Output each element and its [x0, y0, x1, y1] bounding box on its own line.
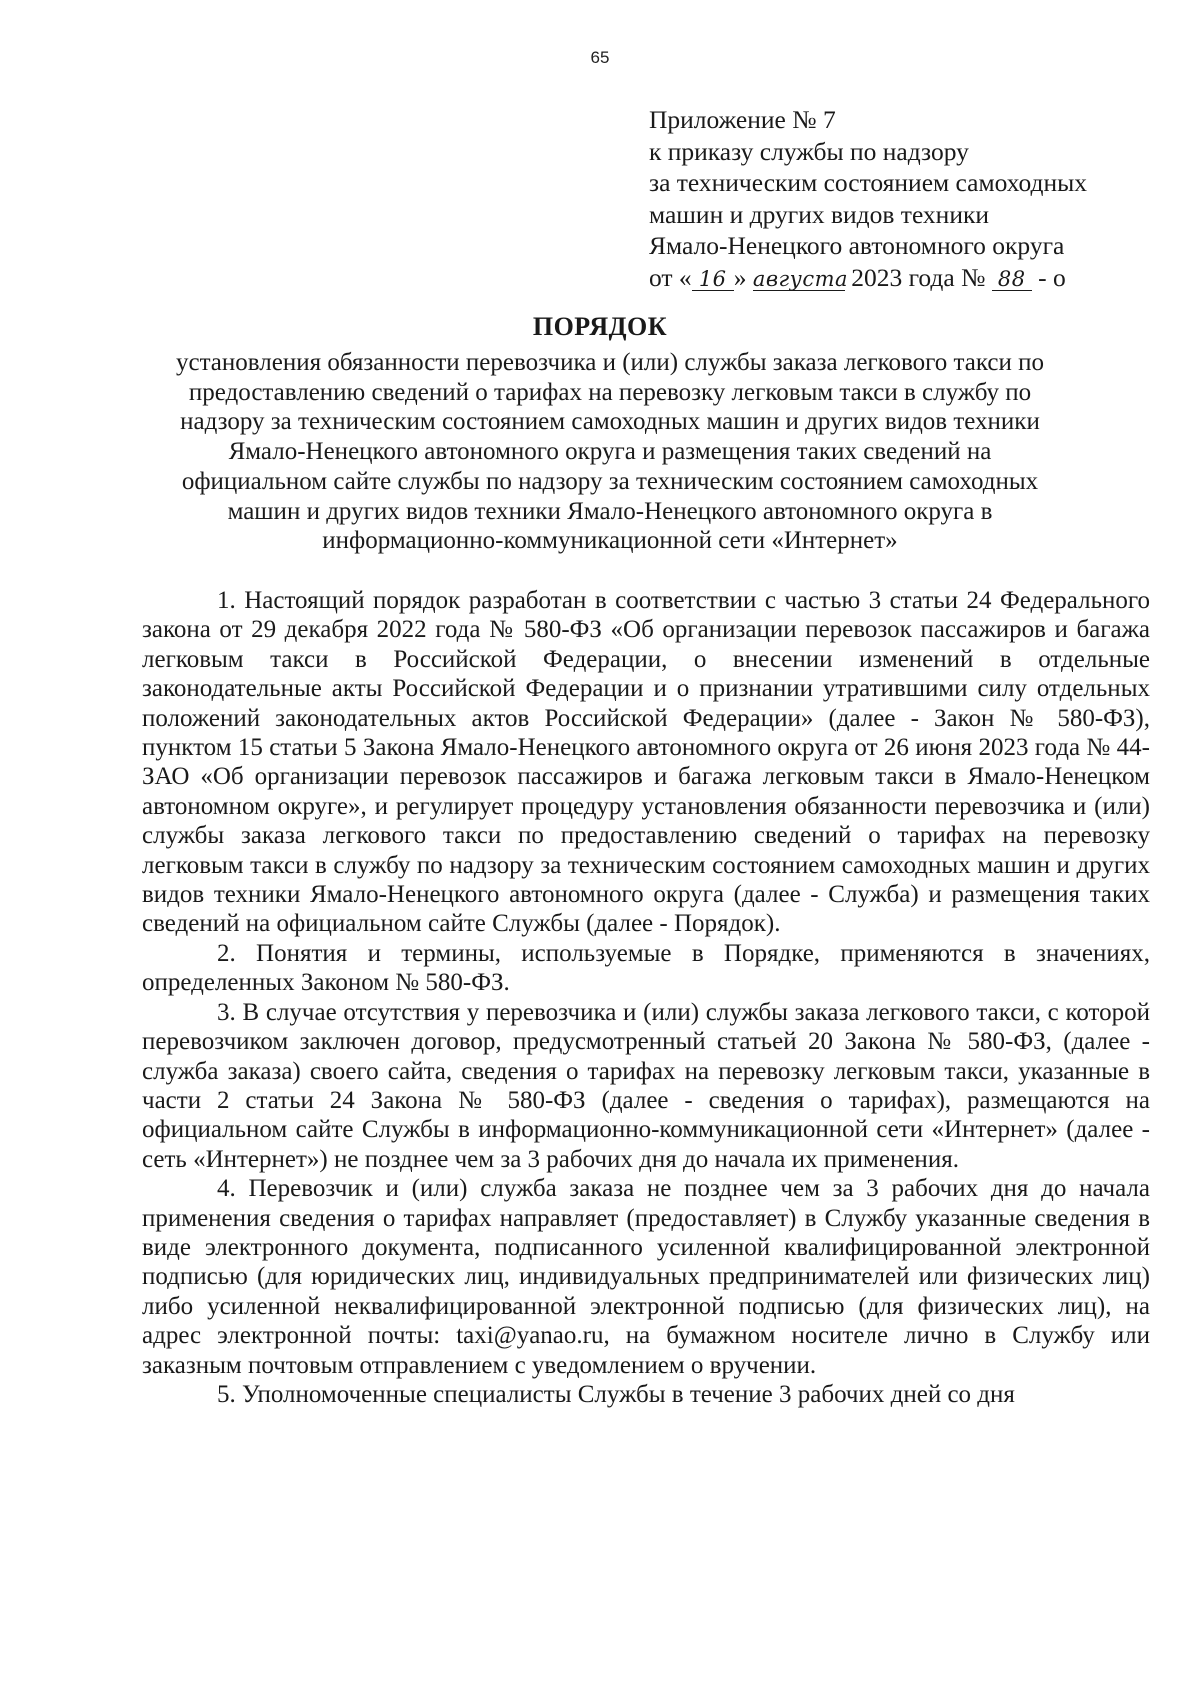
page-number: 65: [590, 48, 610, 67]
appendix-block: [649, 104, 1169, 293]
appendix-line: за техническим состоянием самоходных: [649, 168, 1088, 197]
order-suffix: - о: [1031, 262, 1066, 292]
paragraph-3: 3. В случае отсутствия у перевозчика и (или) службы заказа легкового такси, с которой перевозчиком заключен договор, предусмотренный статьей 20 Закона № 580-ФЗ, (далее - служба заказа) своего сайта, сведения о тарифах на перевозку легковым такси, указанные в части 2 статьи 24 Закона № 580-ФЗ (далее - сведения о тарифах), размещаются на официальном сайте Службы в информационно-коммуникационной сети «Интернет» (далее - сеть «Интернет») не позднее чем за 3 рабочих дня до начала их применения.: [142, 998, 1150, 1173]
appendix-date-line: [649, 262, 1169, 294]
subtitle-line: машин и других видов техники Ямало-Ненецкого автономного округа в: [227, 497, 993, 525]
handwritten-day: 16: [692, 268, 734, 291]
paragraph-5: 5. Уполномоченные специалисты Службы в течение 3 рабочих дней со дня: [217, 1380, 1015, 1408]
date-year: 2023 года №: [844, 262, 992, 292]
subtitle-line: установления обязанности перевозчика и (или) службы заказа легкового такси по: [175, 349, 1045, 376]
paragraph-1: 1. Настоящий порядок разработан в соответствии с частью 3 статьи 24 Федерального закона от 29 декабря 2022 года № 580-ФЗ «Об организации перевозок пассажиров и багажа легковым такси в Российской Федерации, о внесении изменений в отдельные законодательные акты Российской Федерации и о признании утратившими силу отдельных положений законодательных актов Российской Федерации» (далее - Закон № 580-ФЗ), пунктом 15 статьи 5 Закона Ямало-Ненецкого автономного округа от 26 июня 2023 года № 44-ЗАО «Об организации перевозок пассажиров и багажа легковым такси в Ямало-Ненецком автономном округе», и регулирует процедуру установления обязанности перевозчика и (или) службы заказа легкового такси по предоставлению сведений о тарифах на перевозку легковым такси в службу по надзору за техническим состоянием самоходных машин и других видов техники Ямало-Ненецкого автономного округа (далее - Служба) и размещения таких сведений на официальном сайте Службы (далее - Порядок).: [142, 587, 1150, 938]
appendix-line: Ямало-Ненецкого автономного округа: [649, 231, 1065, 260]
document-body: [142, 586, 1150, 1409]
paragraph-2: 2. Понятия и термины, используемые в Порядке, применяются в значениях, определенных Законом № 580-ФЗ.: [142, 939, 1150, 997]
subtitle-line: официальном сайте службы по надзору за техническим состоянием самоходных: [181, 467, 1039, 495]
document-subtitle: [110, 348, 1110, 556]
handwritten-order-number: 88: [992, 268, 1032, 291]
subtitle-line: надзору за техническим состоянием самоходных машин и других видов техники: [180, 408, 1040, 436]
appendix-line: к приказу службы по надзору: [649, 136, 969, 166]
date-prefix: от «: [649, 262, 692, 292]
paragraph-4: 4. Перевозчик и (или) служба заказа не позднее чем за 3 рабочих дня до начала применения сведения о тарифах направляет (предоставляет) в Службу указанные сведения в виде электронного документа, подписанного усиленной квалифицированной электронной подписью (для юридических лиц, индивидуальных предпринимателей или физических лиц) либо усиленной неквалифицированной электронной подписью (для физических лиц), на адрес электронной почты: taxi@yanao.ru, на бумажном носителе лично в Службу или заказным почтовым отправлением с уведомлением о вручении.: [142, 1175, 1150, 1379]
document-title: ПОРЯДОК: [532, 312, 668, 341]
appendix-line: машин и других видов техники: [649, 199, 990, 229]
subtitle-line: Ямало-Ненецкого автономного округа и размещения таких сведений на: [228, 438, 992, 466]
date-mid: »: [733, 262, 747, 292]
handwritten-month: августа: [752, 266, 849, 291]
subtitle-line: информационно-коммуникационной сети «Интернет»: [322, 527, 898, 555]
appendix-line: Приложение № 7: [649, 105, 836, 134]
subtitle-line: предоставлению сведений о тарифах на перевозку легковым такси в службу по: [188, 378, 1032, 406]
